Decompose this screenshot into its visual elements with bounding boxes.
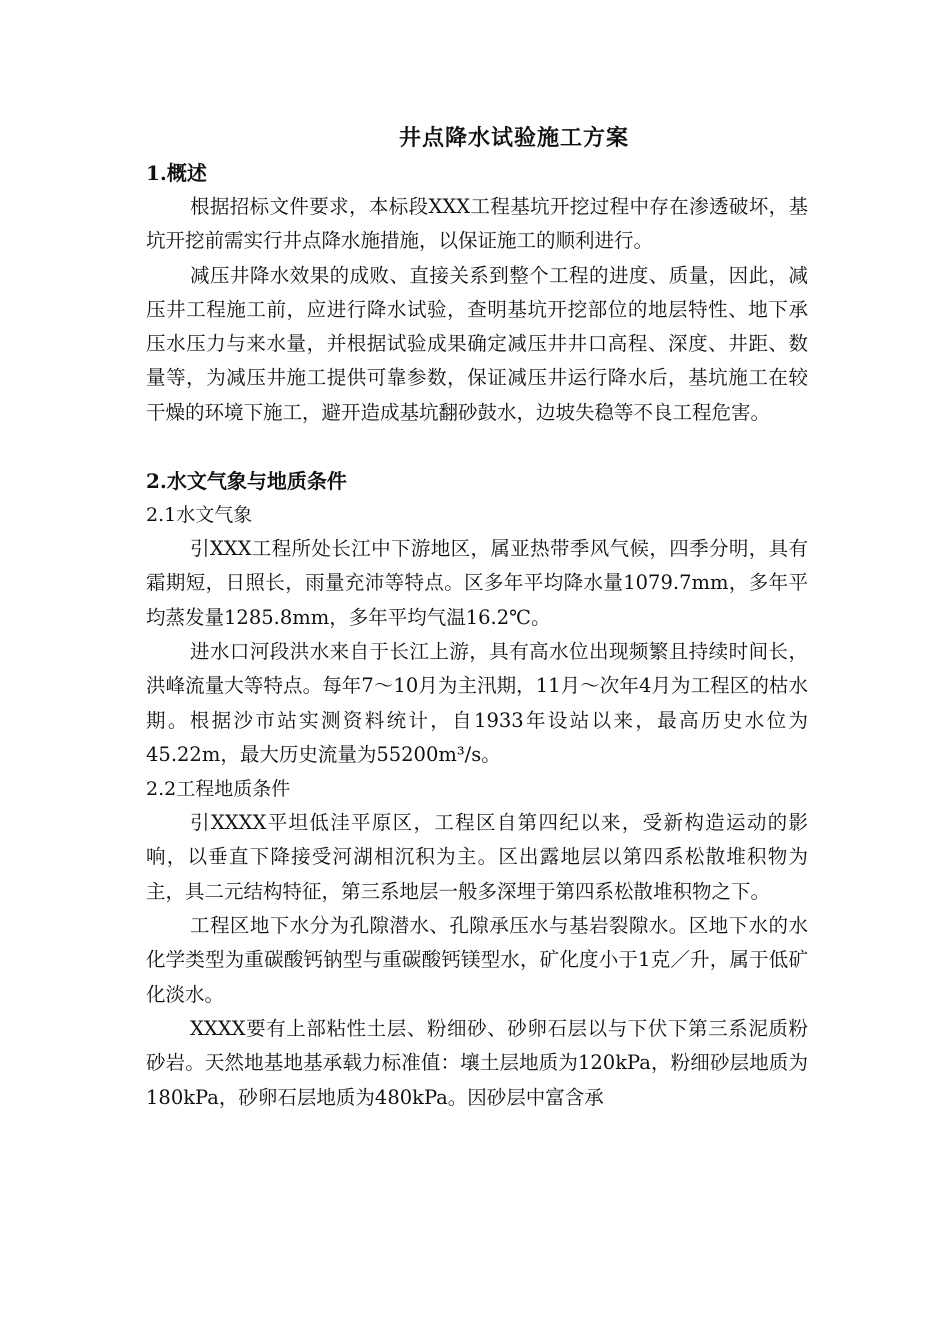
paragraph: 减压井降水效果的成败、直接关系到整个工程的进度、质量，因此，减压井工程施工前，应进行降水试验，查明基坑开挖部位的地层特性、地下承压水压力与来水量，并根据试验成果确定减压井井口高程、深度、井距、数量等，为减压井施工提供可靠参数，保证减压井运行降水后，基坑施工在较干燥的环境下施工，避开造成基坑翻砂鼓水，边坡失稳等不良工程危害。: [146, 263, 808, 424]
document-body: [146, 156, 808, 1115]
paragraph: 根据招标文件要求，本标段XXX工程基坑开挖过程中存在渗透破坏，基坑开挖前需实行井点降水施措施，以保证施工的顺利进行。: [146, 195, 808, 253]
paragraph: 引XXXX平坦低洼平原区，工程区自第四纪以来，受新构造运动的影响，以垂直下降接受河湖相沉积为主。区出露地层以第四系松散堆积物为主，具二元结构特征，第三系地层一般多深埋于第四系松散堆积物之下。: [146, 811, 808, 903]
paragraph: 工程区地下水分为孔隙潜水、孔隙承压水与基岩裂隙水。区地下水的水化学类型为重碳酸钙钠型与重碳酸钙镁型水，矿化度小于1克／升，属于低矿化淡水。: [146, 914, 808, 1006]
paragraph: 引XXX工程所处长江中下游地区，属亚热带季风气候，四季分明，具有霜期短，日照长，雨量充沛等特点。区多年平均降水量1079.7mm，多年平均蒸发量1285.8mm，多年平均气温16.2℃。: [146, 537, 808, 629]
paragraph: 进水口河段洪水来自于长江上游，具有高水位出现频繁且持续时间长，洪峰流量大等特点。每年7～10月为主汛期，11月～次年4月为工程区的枯水期。根据沙市站实测资料统计，自1933年设站以来，最高历史水位为45.22m，最大历史流量为55200m³/s。: [146, 639, 808, 766]
blank-line: [146, 430, 808, 464]
document-title: 井点降水试验施工方案: [398, 125, 629, 151]
paragraph: XXXX要有上部粘性土层、粉细砂、砂卵石层以与下伏下第三系泥质粉砂岩。天然地基地基承载力标准值：壤土层地质为120kPa，粉细砂层地质为180kPa，砂卵石层地质为480kPa。因砂层中富含承: [146, 1016, 808, 1109]
subsection-heading-hydrology: 2.1水文气象: [146, 504, 253, 527]
subsection-heading-geology: 2.2工程地质条件: [146, 778, 291, 801]
section-heading-hydrology-geology: 2.水文气象与地质条件: [146, 469, 347, 494]
section-heading-overview: 1.概述: [146, 161, 207, 185]
